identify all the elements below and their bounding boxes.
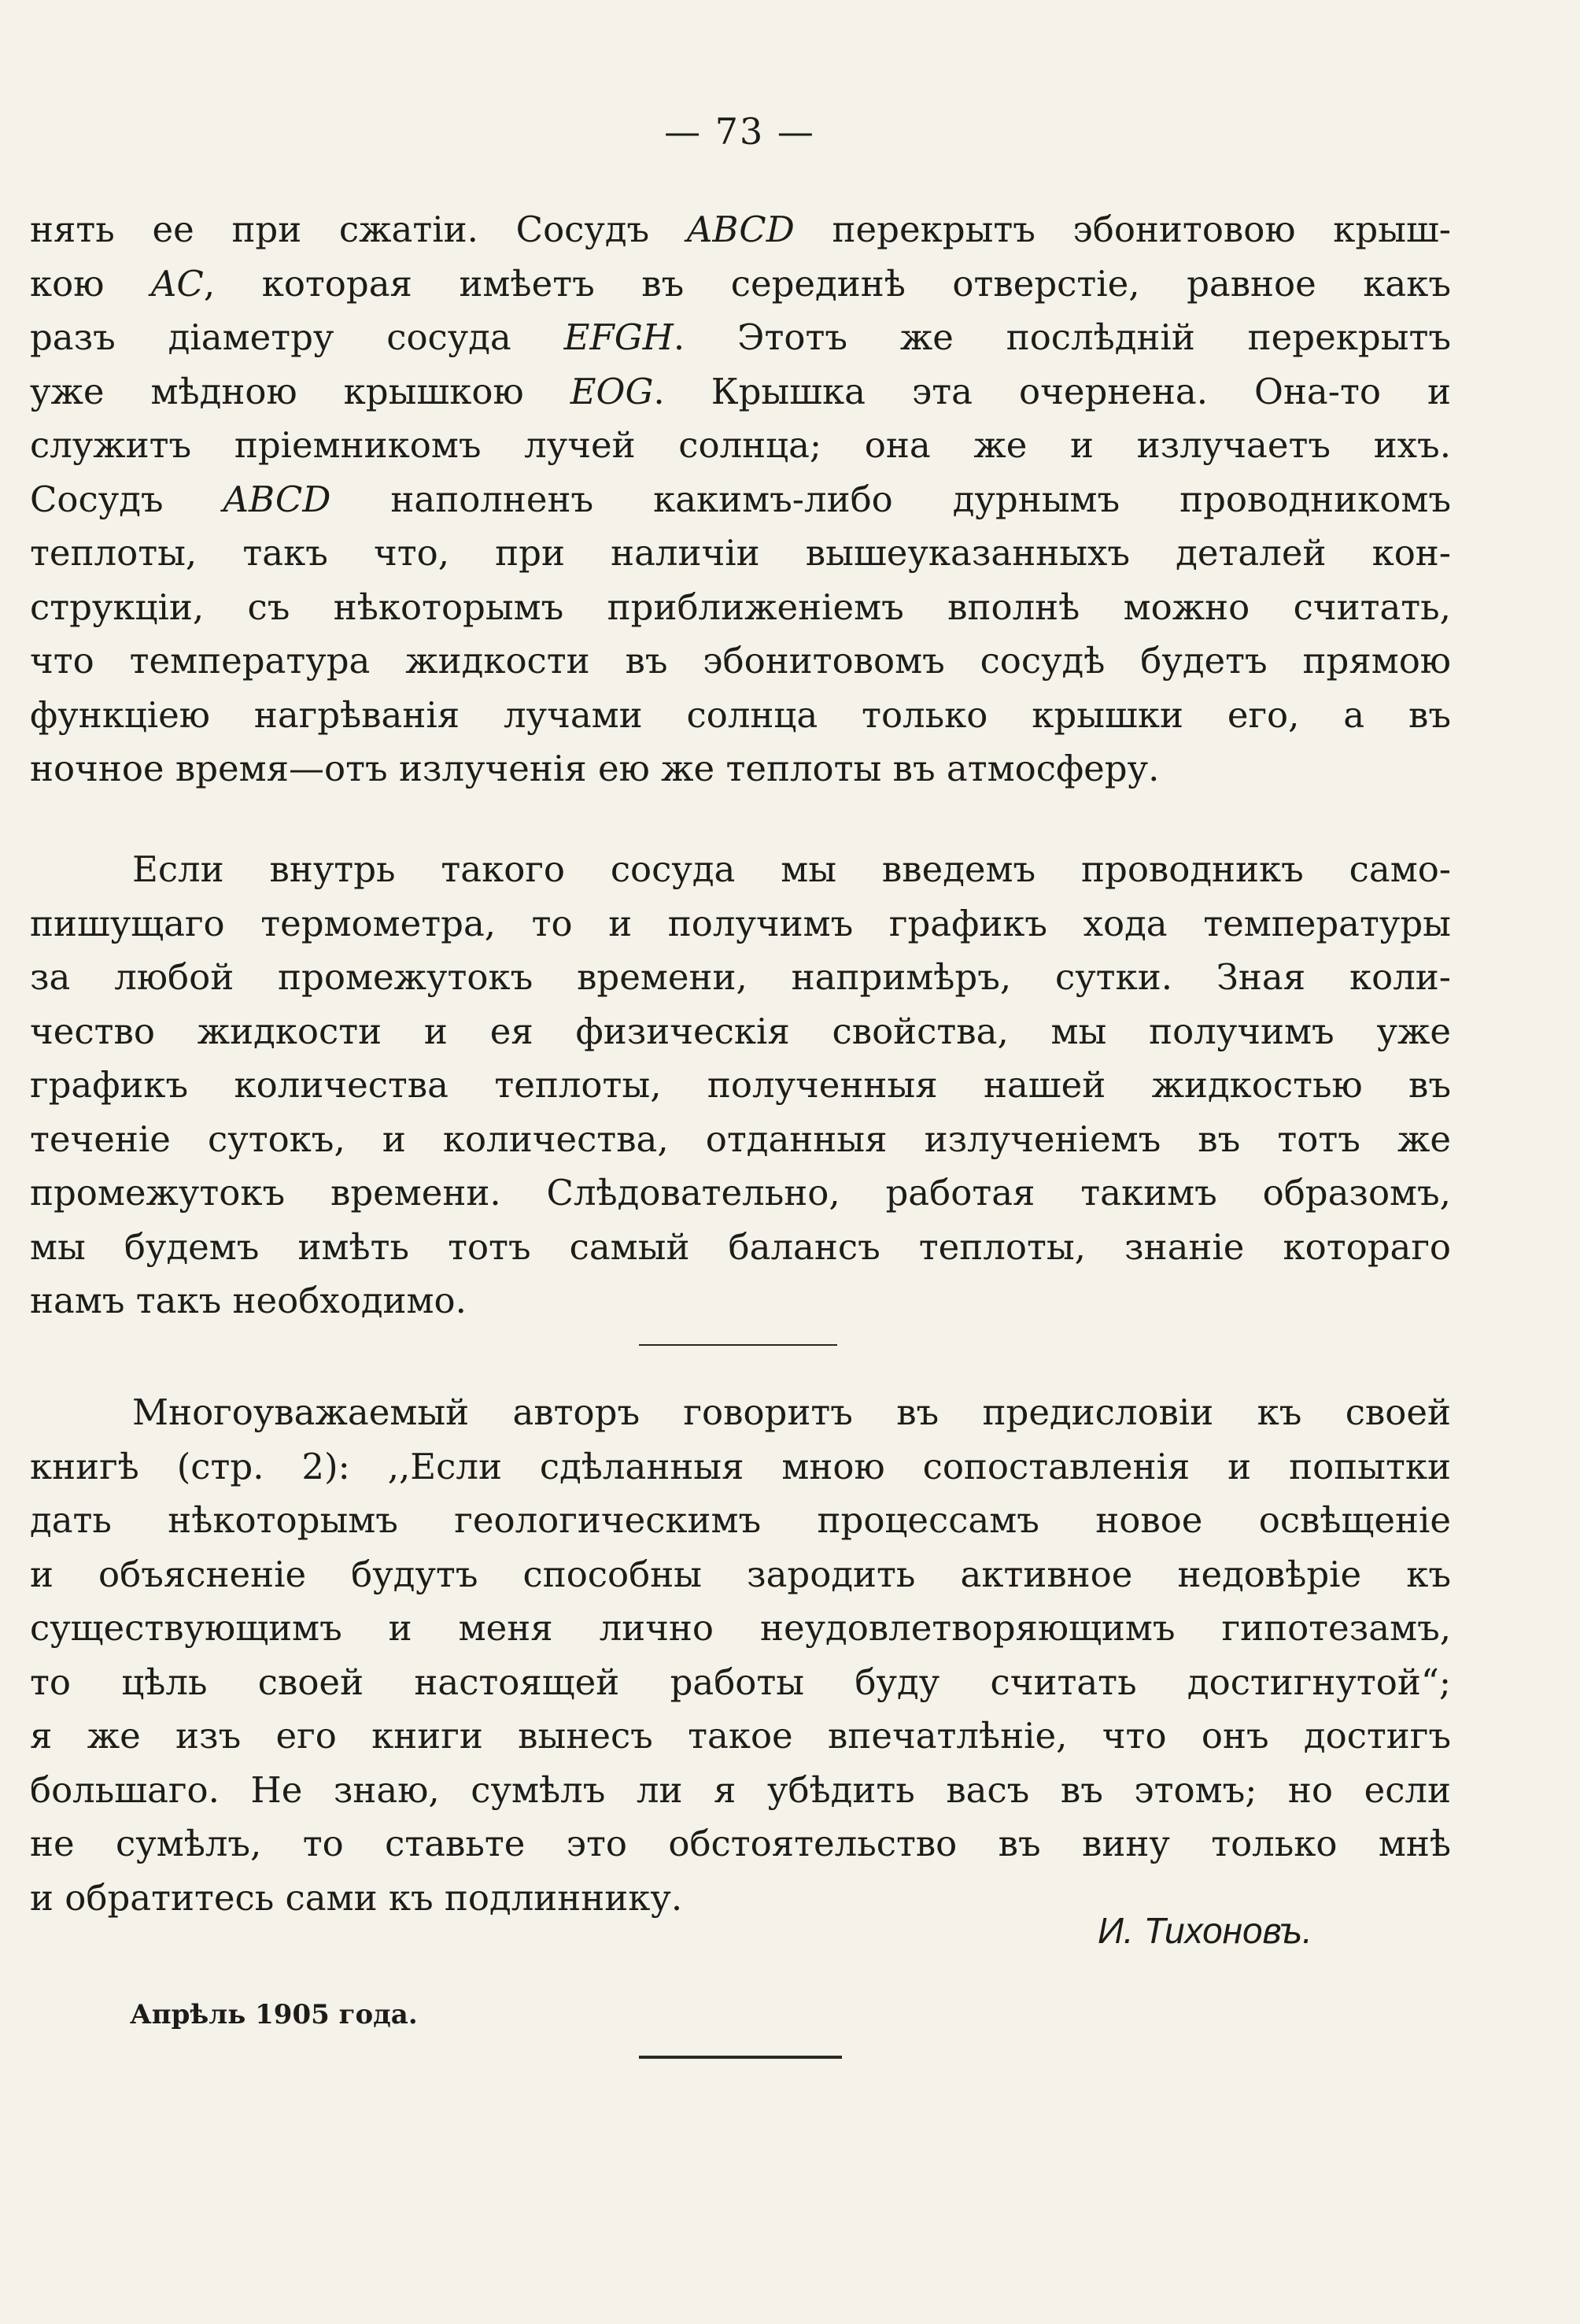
text-line xyxy=(30,206,1451,253)
text-line: за любой промежутокъ времени, напримѣръ, сутки. Зная коли- xyxy=(30,956,1451,998)
text-segment: перекрытъ эбонитовою крыш- xyxy=(794,209,1451,250)
text-line xyxy=(30,368,1451,416)
text-segment: нять ее при сжатіи. Сосудъ xyxy=(30,209,687,250)
vessel-label: EFGH xyxy=(563,316,674,358)
text-line: пишущаго термометра, то и получимъ графикъ хода температуры xyxy=(30,902,1451,944)
text-segment: служитъ пріемникомъ лучей солнца; она же и излучаетъ ихъ. xyxy=(30,424,1451,466)
text-line: то цѣль своей настоящей работы буду считать достигнутой“; xyxy=(30,1661,1451,1703)
vessel-label: AC xyxy=(150,262,204,305)
page-number: — 73 — xyxy=(664,110,815,153)
text-segment: что температура жидкости въ эбонитовомъ сосудѣ будетъ прямою xyxy=(30,640,1451,682)
text-segment: , которая имѣетъ въ серединѣ отверстіе, равное какъ xyxy=(203,262,1451,305)
text-line: промежутокъ времени. Слѣдовательно, работая такимъ образомъ, xyxy=(30,1172,1451,1214)
text-line: теченіе сутокъ, и количества, отданныя излученіемъ въ тотъ же xyxy=(30,1118,1451,1160)
text-line xyxy=(30,692,1451,739)
text-line: большаго. Не знаю, сумѣлъ ли я убѣдить васъ въ этомъ; но если xyxy=(30,1768,1451,1811)
date-line: Апрѣль 1905 года. xyxy=(130,1999,418,2030)
text-line: графикъ количества теплоты, полученныя нашей жидкостью въ xyxy=(30,1064,1451,1106)
text-line xyxy=(30,260,1451,308)
text-segment: функціею нагрѣванія лучами солнца только крышки его, а въ xyxy=(30,693,1451,736)
text-line: дать нѣкоторымъ геологическимъ процессамъ новое освѣщеніе xyxy=(30,1499,1451,1541)
text-line: Если внутрь такого сосуда мы введемъ проводникъ само- xyxy=(132,848,1451,890)
vessel-label: EOG xyxy=(570,370,654,412)
text-line xyxy=(30,637,1451,685)
end-rule xyxy=(639,2056,842,2059)
text-segment: Сосудъ xyxy=(30,478,223,520)
text-segment: ночное время—отъ излученія ею же теплоты въ атмосферу. xyxy=(30,748,1160,789)
text-segment: кою xyxy=(30,262,151,305)
text-line: книгѣ (стр. 2): ,,Если сдѣланныя мною сопоставленія и попытки xyxy=(30,1445,1451,1487)
author-signature: И. Тихоновъ. xyxy=(1098,1910,1312,1951)
text-segment: . Крышка эта очернена. Она-то и xyxy=(653,370,1451,412)
text-line: и объясненіе будутъ способны зародить активное недовѣріе къ xyxy=(30,1553,1451,1595)
text-line xyxy=(30,314,1451,361)
text-line: я же изъ его книги вынесъ такое впечатлѣніе, что онъ достигъ xyxy=(30,1715,1451,1757)
text-line: не сумѣлъ, то ставьте это обстоятельство въ вину только мнѣ xyxy=(30,1823,1451,1864)
text-segment: . Этотъ же послѣдній перекрытъ xyxy=(673,316,1451,358)
text-segment: уже мѣдною крышкою xyxy=(30,370,570,412)
text-segment: струкціи, съ нѣкоторымъ приближеніемъ вполнѣ можно считать, xyxy=(30,586,1451,628)
text-line xyxy=(30,584,1451,631)
text-line xyxy=(30,745,1451,793)
text-line xyxy=(30,476,1451,523)
text-line: существующимъ и меня лично неудовлетворяющимъ гипотезамъ, xyxy=(30,1607,1451,1649)
text-line xyxy=(30,422,1451,469)
text-line: Многоуважаемый авторъ говоритъ въ предисловіи къ своей xyxy=(132,1391,1451,1433)
text-line: и обратитесь сами къ подлиннику. xyxy=(30,1876,683,1919)
vessel-label: ABCD xyxy=(223,478,331,520)
text-line: чество жидкости и ея физическія свойства, мы получимъ уже xyxy=(30,1010,1451,1052)
text-segment: наполненъ какимъ-либо дурнымъ проводникомъ xyxy=(330,478,1451,520)
text-line: мы будемъ имѣть тотъ самый балансъ теплоты, знаніе котораго xyxy=(30,1225,1451,1268)
text-line: намъ такъ необходимо. xyxy=(30,1280,467,1321)
text-segment: разъ діаметру сосуда xyxy=(30,316,564,358)
section-divider xyxy=(639,1344,837,1346)
text-line xyxy=(30,530,1451,577)
text-segment: теплоты, такъ что, при наличіи вышеуказанныхъ деталей кон- xyxy=(30,532,1451,574)
vessel-label: ABCD xyxy=(686,209,795,250)
